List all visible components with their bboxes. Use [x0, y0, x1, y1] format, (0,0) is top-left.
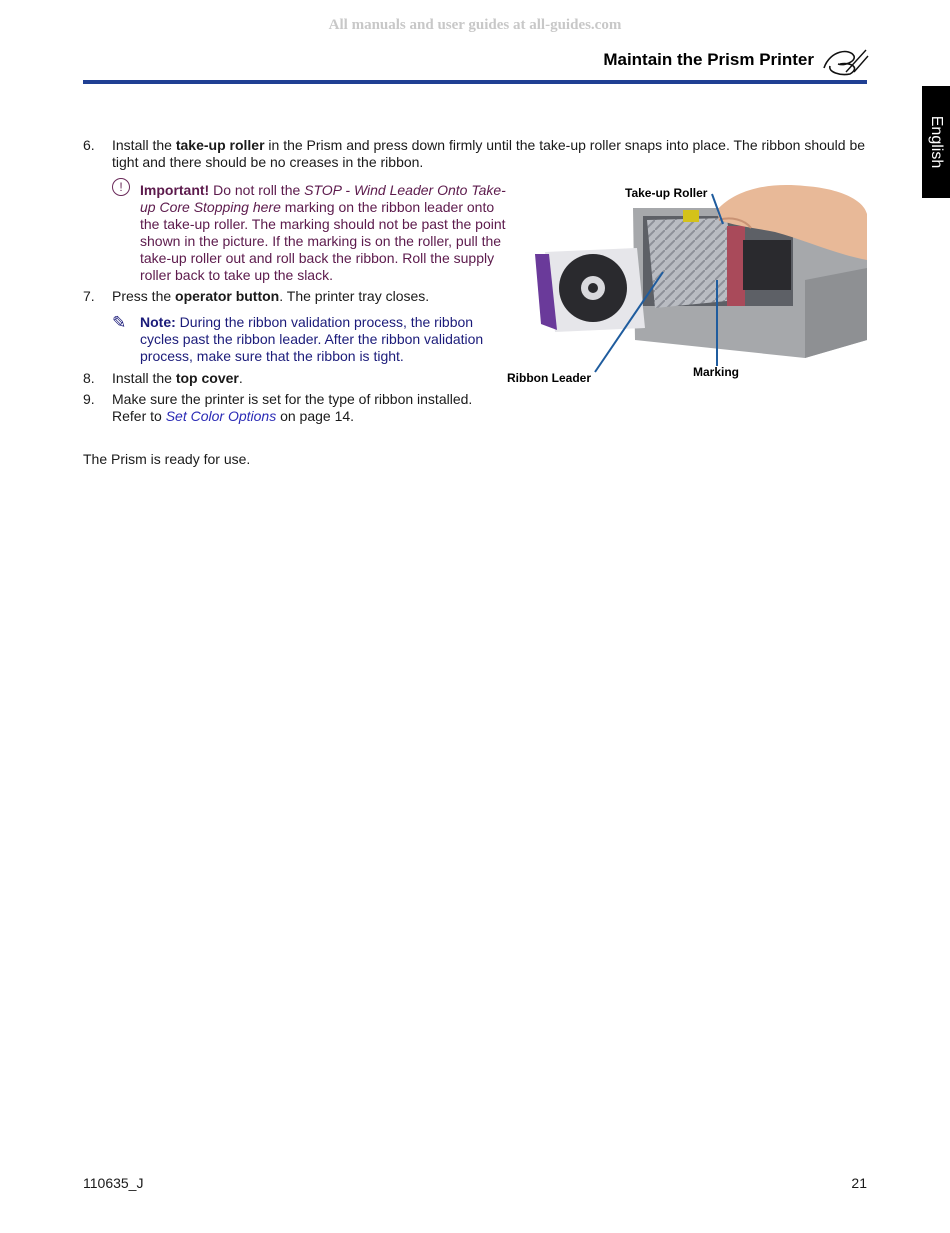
note-text: During the ribbon validation process, the ribbon	[175, 314, 474, 330]
page-header-title: Maintain the Prism Printer	[603, 50, 814, 69]
figure-label-takeup-roller: Take-up Roller	[625, 186, 708, 200]
step-text-part: in the Prism and press down firmly until the take-up roller snaps into place. The ribbon should be	[264, 137, 866, 153]
step-7-text	[112, 288, 429, 305]
closing-text: The Prism is ready for use.	[83, 451, 251, 467]
footer-doc-number: 110635_J	[83, 1175, 144, 1191]
set-color-options-link[interactable]: Set Color Options	[165, 408, 277, 424]
note-text: cycles past the ribbon leader. After the ribbon validation	[140, 331, 484, 347]
pencil-icon: ✎	[112, 313, 127, 332]
step-text-part: Refer to	[112, 408, 166, 424]
step-text-part: Install the	[112, 137, 176, 153]
important-text: Do not roll the	[209, 182, 305, 198]
note-text: process, make sure that the ribbon is tight.	[140, 348, 404, 364]
step-number: 9.	[83, 391, 95, 407]
figure-label-ribbon-leader: Ribbon Leader	[507, 371, 592, 385]
step-emphasis: top cover	[175, 370, 239, 386]
exclamation-circle-icon: !	[112, 178, 130, 196]
printer-illustration	[505, 180, 867, 390]
step-9-text	[112, 391, 472, 425]
important-text: shown in the picture. If the marking is on the roller, pull the	[140, 233, 502, 249]
step-text-part: . The printer tray closes.	[279, 288, 430, 304]
note-label: Note:	[140, 314, 176, 330]
language-tab	[922, 86, 950, 198]
step-text-part: Install the	[112, 370, 176, 386]
brand-logo	[820, 46, 870, 76]
important-callout	[140, 182, 510, 284]
language-tab-label: English	[928, 115, 945, 169]
important-italic: up Core Stopping here	[140, 199, 281, 215]
step-number: 7.	[83, 288, 95, 304]
important-text: roller back to take up the slack.	[140, 267, 333, 283]
step-number: 6.	[83, 137, 95, 153]
header-rule	[83, 80, 867, 84]
step-8-text	[112, 370, 243, 387]
note-callout	[140, 314, 510, 365]
step-text-part: .	[238, 370, 243, 386]
step-text-part: tight and there should be no creases in the ribbon.	[112, 154, 424, 170]
printer-figure	[505, 180, 867, 390]
step-6-text	[112, 137, 872, 171]
step-text-part: on page 14.	[276, 408, 355, 424]
important-text: take-up roller out and roll back the ribbon. Roll the supply	[140, 250, 495, 266]
important-text: the take-up roller. The marking should not be past the point	[140, 216, 506, 232]
step-emphasis: operator button	[175, 288, 280, 304]
important-italic: STOP - Wind Leader Onto Take-	[304, 182, 506, 198]
important-text: marking on the ribbon leader onto	[280, 199, 495, 215]
step-number: 8.	[83, 370, 95, 386]
footer-page-number: 21	[851, 1175, 867, 1191]
step-text-part: Press the	[112, 288, 176, 304]
step-text-part: Make sure the printer is set for the type of ribbon installed.	[112, 391, 473, 407]
watermark: All manuals and user guides at all-guides.com	[328, 17, 622, 33]
figure-label-marking: Marking	[693, 365, 740, 379]
important-label: Important!	[140, 182, 210, 198]
step-emphasis: take-up roller	[175, 137, 265, 153]
